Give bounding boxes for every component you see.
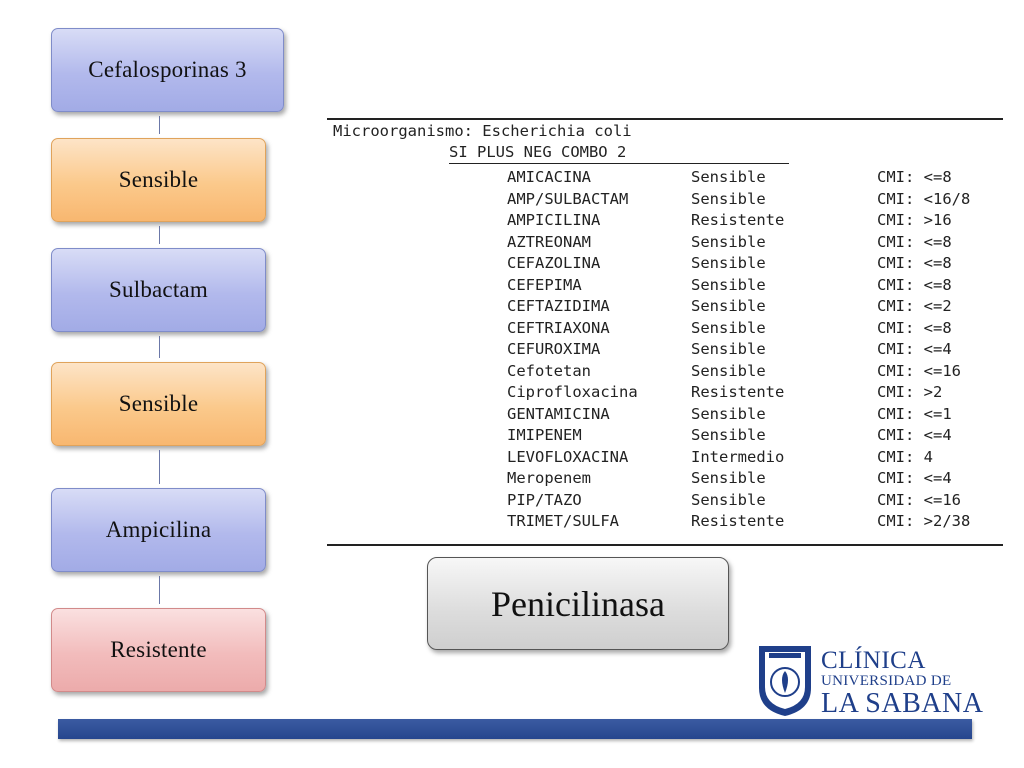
susceptibility-result: Resistente: [691, 383, 785, 401]
cmi-value: CMI: <=16: [877, 361, 961, 380]
table-row: [333, 362, 1003, 383]
table-row: [333, 319, 1003, 340]
report-panel-name: SI PLUS NEG COMBO 2: [449, 143, 627, 161]
cmi-value: CMI: <=4: [877, 340, 952, 358]
clinica-logo: [755, 644, 995, 720]
cmi-value: CMI: >2: [877, 383, 943, 401]
table-row: [333, 297, 1003, 318]
table-row: [333, 469, 1003, 490]
susceptibility-result: Resistente: [691, 512, 785, 530]
box-sulbactam: Sulbactam: [51, 248, 266, 332]
flow-connector: [159, 576, 160, 604]
table-row: [333, 211, 1003, 232]
susceptibility-result: Sensible: [691, 168, 766, 186]
table-row: [333, 491, 1003, 512]
antibiotic-name: TRIMET/SULFA: [507, 512, 619, 530]
cmi-value: CMI: <=2: [877, 297, 952, 315]
cmi-value: CMI: <=8: [877, 254, 952, 272]
susceptibility-result: Sensible: [691, 318, 766, 337]
cmi-value: CMI: <=8: [877, 275, 952, 294]
table-row: [333, 276, 1003, 297]
table-row: [333, 405, 1003, 426]
report-bottom-rule: [327, 544, 1003, 546]
susceptibility-result: Sensible: [691, 469, 766, 487]
susceptibility-result: Sensible: [691, 426, 766, 444]
cmi-value: CMI: <=16: [877, 490, 961, 509]
table-row: [333, 233, 1003, 254]
cmi-value: CMI: <16/8: [877, 189, 971, 208]
logo-wordmark: [821, 648, 983, 718]
flow-connector: [159, 116, 160, 134]
susceptibility-result: Resistente: [691, 211, 785, 229]
cmi-value: CMI: <=4: [877, 426, 952, 444]
penicilinasa-callout: Penicilinasa: [427, 557, 729, 650]
antibiotic-name: Ciprofloxacina: [507, 383, 638, 401]
antibiotic-name: PIP/TAZO: [507, 490, 582, 509]
table-row: [333, 426, 1003, 447]
susceptibility-result: Sensible: [691, 340, 766, 358]
logo-line-universidad: UNIVERSIDAD DE: [821, 673, 952, 689]
cmi-value: CMI: <=8: [877, 168, 952, 186]
susceptibility-result: Sensible: [691, 404, 766, 423]
flow-connector: [159, 226, 160, 244]
susceptibility-result: Sensible: [691, 361, 766, 380]
cmi-value: CMI: >2/38: [877, 512, 971, 530]
cmi-value: CMI: <=8: [877, 232, 952, 251]
susceptibility-result: Intermedio: [691, 447, 785, 466]
antibiotic-name: Cefotetan: [507, 361, 591, 380]
box-ampicilina: Ampicilina: [51, 488, 266, 572]
antibiotic-name: AZTREONAM: [507, 232, 591, 251]
cmi-value: CMI: 4: [877, 447, 933, 466]
report-title: Microorganismo: Escherichia coli: [333, 122, 632, 140]
cmi-value: CMI: <=4: [877, 469, 952, 487]
lab-report: [333, 121, 1003, 541]
box-cefalosporinas: Cefalosporinas 3: [51, 28, 284, 112]
susceptibility-result: Sensible: [691, 254, 766, 272]
susceptibility-result: Sensible: [691, 275, 766, 294]
cmi-value: CMI: >16: [877, 211, 952, 229]
antibiotic-name: AMICACINA: [507, 168, 591, 186]
susceptibility-result: Sensible: [691, 297, 766, 315]
footer-bar: [58, 719, 972, 739]
cmi-value: CMI: <=1: [877, 404, 952, 423]
box-sensible-1: Sensible: [51, 138, 266, 222]
table-row: [333, 254, 1003, 275]
table-row: [333, 168, 1003, 189]
susceptibility-result: Sensible: [691, 490, 766, 509]
susceptibility-result: Sensible: [691, 232, 766, 251]
table-row: [333, 383, 1003, 404]
logo-line-sabana: LA SABANA: [821, 688, 984, 719]
report-top-rule: [327, 118, 1003, 120]
logo-line-clinica: CLÍNICA: [821, 647, 926, 674]
antibiotic-name: CEFTRIAXONA: [507, 318, 610, 337]
antibiotic-name: LEVOFLOXACINA: [507, 447, 629, 466]
antibiotic-name: CEFTAZIDIMA: [507, 297, 610, 315]
antibiotic-name: AMP/SULBACTAM: [507, 189, 629, 208]
table-row: [333, 190, 1003, 211]
antibiotic-name: Meropenem: [507, 469, 591, 487]
cmi-value: CMI: <=8: [877, 318, 952, 337]
box-resistente: Resistente: [51, 608, 266, 692]
box-sensible-2: Sensible: [51, 362, 266, 446]
report-panel-underline: [449, 163, 789, 164]
antibiotic-name: CEFEPIMA: [507, 275, 582, 294]
antibiotic-name: CEFUROXIMA: [507, 340, 601, 358]
table-row: [333, 448, 1003, 469]
antibiotic-name: CEFAZOLINA: [507, 254, 601, 272]
antibiotic-name: GENTAMICINA: [507, 404, 610, 423]
table-row: [333, 512, 1003, 533]
antibiotic-name: AMPICILINA: [507, 211, 601, 229]
flow-connector: [159, 450, 160, 484]
table-row: [333, 340, 1003, 361]
flow-connector: [159, 336, 160, 358]
antibiotic-name: IMIPENEM: [507, 426, 582, 444]
susceptibility-result: Sensible: [691, 189, 766, 208]
university-seal-icon: [755, 644, 815, 718]
